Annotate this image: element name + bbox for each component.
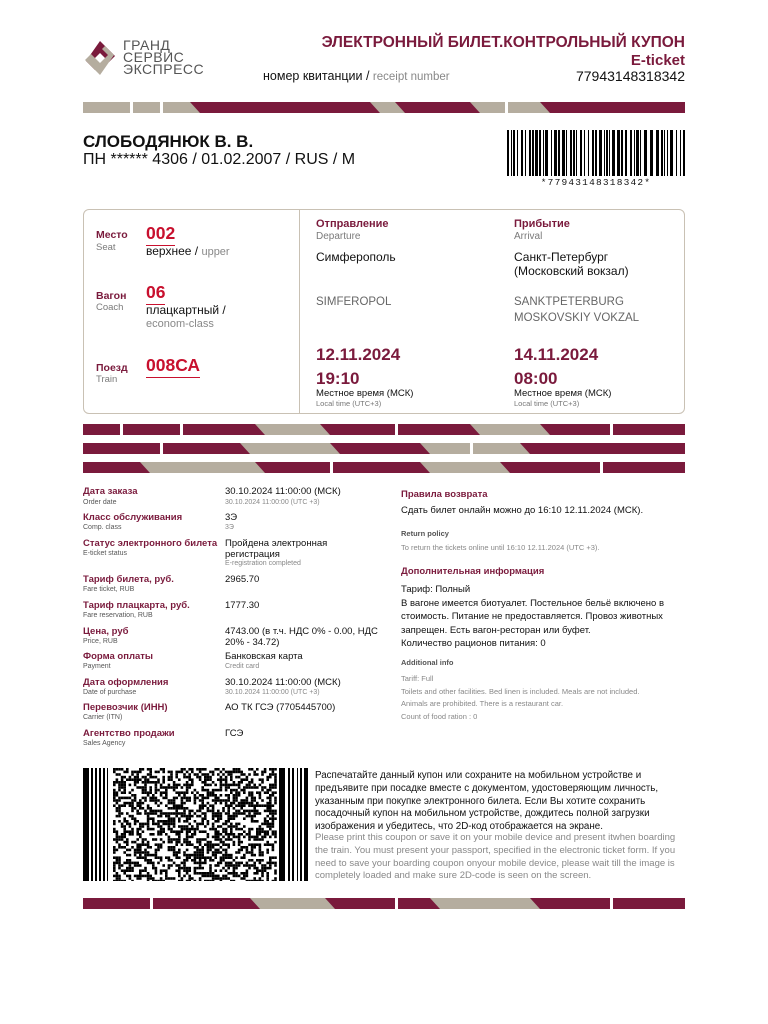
arrival-label-en: Arrival <box>514 231 543 242</box>
detail-label-en: Carrier (ITN) <box>83 714 123 721</box>
detail-label-en: Fare reservation, RUB <box>83 612 153 619</box>
coach-number: 06 <box>146 282 165 305</box>
brand-logo <box>83 38 213 80</box>
detail-label-en: Order date <box>83 499 117 506</box>
additional-line: Тариф: Полный <box>401 584 471 595</box>
receipt-label <box>263 69 450 83</box>
brand-logo-icon <box>83 39 117 77</box>
decorative-stripe-bottom <box>0 897 768 911</box>
arrival-station-en-line1: SANKTPETERBURG <box>514 296 624 308</box>
arrival-timezone: Местное время (МСК) <box>514 388 612 399</box>
brand-name-line2: СЕРВИС <box>123 49 185 65</box>
additional-text <box>401 583 691 651</box>
departure-station: Симферополь <box>316 250 396 264</box>
detail-value-en: 30.10.2024 11:00:00 (UTC +3) <box>225 689 320 696</box>
detail-label: Дата оформления <box>83 677 169 688</box>
detail-value-en: Credit card <box>225 663 260 670</box>
ticket-divider <box>299 210 300 413</box>
departure-label: Отправление <box>316 218 389 230</box>
train-label: Поезд <box>96 362 128 374</box>
coach-label: Вагон <box>96 290 127 302</box>
boarding-text-en: Please print this coupon or save it on your mobile device and present itwhen boarding the train. You must present your passport, specified in the electronic ticket form. If you need to save your boarding coupon onyour mobile device, please wait till the image is completely loaded and make sure 2D-code is seen on the screen. <box>315 832 676 882</box>
coach-type-en: econom-class <box>146 318 214 330</box>
arrival-date: 14.11.2024 <box>514 345 599 364</box>
additional-line: запрещен. Есть вагон-ресторан или буфет. <box>401 624 591 636</box>
arrival-time: 08:00 <box>514 369 558 388</box>
brand-name-line1: ГРАНД <box>123 37 171 53</box>
barcode-text: *77943148318342* <box>540 177 652 188</box>
coach-type: плацкартный / <box>146 303 226 317</box>
detail-label: Класс обслуживания <box>83 512 183 523</box>
additional-heading-en: Additional info <box>401 658 454 667</box>
refund-heading-en: Return policy <box>401 529 449 538</box>
detail-value-en: 30.10.2024 11:00:00 (UTC +3) <box>225 499 320 506</box>
detail-label-en: Date of purchase <box>83 689 137 696</box>
additional-line: В вагоне имеется биотуалет. Постельное бельё включено в <box>401 597 665 609</box>
brand-name-line3: ЭКСПРЕСС <box>123 61 205 77</box>
receipt-number: 77943148318342 <box>575 68 685 84</box>
detail-value: 3Э <box>225 512 238 523</box>
departure-date: 12.11.2024 <box>316 345 401 364</box>
detail-value-en: E-registration completed <box>225 560 301 567</box>
detail-label: Агентство продажи <box>83 728 175 739</box>
detail-label: Форма оплаты <box>83 651 154 662</box>
arrival-timezone-en: Local time (UTC+3) <box>514 399 580 408</box>
detail-label: Цена, руб <box>83 626 129 637</box>
departure-time: 19:10 <box>316 369 360 388</box>
refund-text-en: To return the tickets online until 16:10 12.11.2024 (UTC +3). <box>401 543 600 552</box>
qr-code-icon <box>83 768 308 881</box>
detail-label-en: Payment <box>83 663 111 670</box>
document-title: ЭЛЕКТРОННЫЙ БИЛЕТ.КОНТРОЛЬНЫЙ КУПОН <box>321 34 685 51</box>
departure-label-en: Departure <box>316 231 361 242</box>
receipt-label-ru: номер квитанции / <box>263 69 370 83</box>
departure-station-en: SIMFEROPOL <box>316 296 392 308</box>
additional-line-en: Animals are prohibited. There is a restaurant car. <box>401 699 564 708</box>
detail-value: Банковская карта <box>225 651 303 662</box>
details-table <box>83 486 383 756</box>
detail-value: Пройдена электронная регистрация <box>225 538 328 560</box>
detail-value: 4743.00 (в т.ч. НДС 0% - 0.00, НДС 20% - 34.72) <box>225 626 378 648</box>
additional-line-en: Tariff: Full <box>401 674 434 683</box>
barcode-icon <box>507 130 685 176</box>
arrival-station-line1: Санкт-Петербург <box>514 250 609 264</box>
boarding-2d-code <box>83 768 308 881</box>
detail-value-en: 3Э <box>225 524 234 531</box>
detail-value: ГСЭ <box>225 728 244 739</box>
receipt-label-en: receipt number <box>372 71 450 83</box>
detail-value: 30.10.2024 11:00:00 (МСК) <box>225 677 341 688</box>
train-number: 008СА <box>146 355 200 378</box>
detail-label: Тариф плацкарта, руб. <box>83 600 190 611</box>
passenger-name: СЛОБОДЯНЮК В. В. <box>83 132 254 151</box>
refund-text: Сдать билет онлайн можно до 16:10 12.11.2024 (МСК). <box>401 505 644 516</box>
detail-label: Статус электронного билета <box>83 538 218 549</box>
detail-label: Перевозчик (ИНН) <box>83 702 168 713</box>
detail-label-en: Comp. class <box>83 524 122 531</box>
additional-line-en: Count of food ration : 0 <box>401 711 478 721</box>
seat-label: Место <box>96 229 128 241</box>
detail-value: 30.10.2024 11:00:00 (МСК) <box>225 486 341 497</box>
passenger-document: ПН ****** 4306 / 01.02.2007 / RUS / M <box>83 151 356 168</box>
detail-label: Дата заказа <box>83 486 138 497</box>
departure-timezone-en: Local time (UTC+3) <box>316 399 382 408</box>
additional-line: стоимость. Питание не предоставляется. Провоз животных <box>401 611 663 622</box>
ticket-barcode <box>507 130 685 190</box>
arrival-station-en-line2: MOSKOVSKIY VOKZAL <box>514 312 640 324</box>
detail-label: Тариф билета, руб. <box>83 574 174 585</box>
coach-label-en: Coach <box>96 302 124 313</box>
arrival-station-line2: (Московский вокзал) <box>514 264 629 278</box>
arrival-label: Прибытие <box>514 218 570 230</box>
train-label-en: Train <box>96 374 118 385</box>
detail-label-en: Price, RUB <box>83 638 118 645</box>
seat-type: верхнее / upper <box>146 244 230 258</box>
additional-line: Количество рационов питания: 0 <box>401 638 546 649</box>
additional-line-en: Toilets and other facilities. Bed linen is included. Meals are not included. <box>401 686 640 696</box>
additional-heading: Дополнительная информация <box>401 566 545 577</box>
departure-timezone: Местное время (МСК) <box>316 388 414 399</box>
additional-text-en <box>401 673 691 723</box>
detail-label-en: Fare ticket, RUB <box>83 586 135 593</box>
document-subtitle: E-ticket <box>630 52 685 69</box>
detail-value: АО ТК ГСЭ (7705445700) <box>225 702 336 713</box>
decorative-stripe <box>0 101 768 115</box>
detail-value: 2965.70 <box>225 574 260 585</box>
seat-number: 002 <box>146 223 175 246</box>
boarding-text-ru: Распечатайте данный купон или сохраните на мобильном устройстве и предъявите при посадке вместе с документом, удостоверяющим личность, указанным при покупке электронного билета. Если Вы хотите сохранить посадочный купон на мобильном устройстве, дождитесь полной загрузки изображения и убедитесь, что 2D-код отображается на экране. <box>315 770 659 833</box>
detail-label-en: E-ticket status <box>83 550 127 557</box>
refund-heading: Правила возврата <box>401 489 488 500</box>
seat-label-en: Seat <box>96 242 116 253</box>
detail-label-en: Sales Agency <box>83 740 126 747</box>
detail-value: 1777.30 <box>225 600 260 611</box>
decorative-stripe-block <box>0 423 768 475</box>
